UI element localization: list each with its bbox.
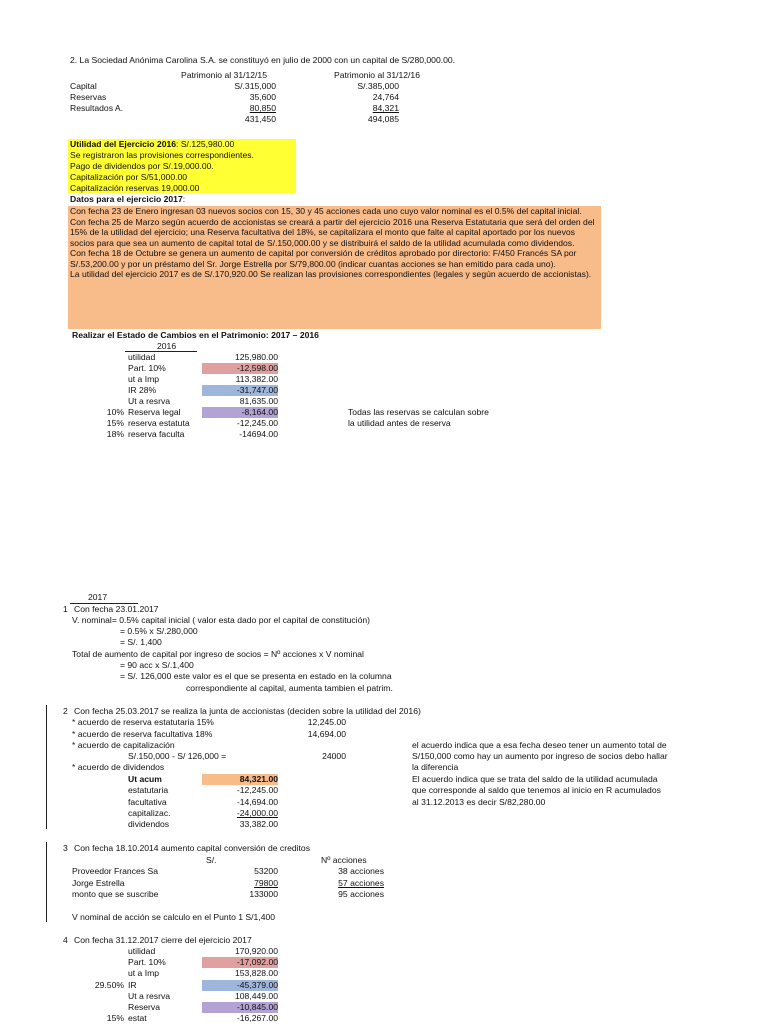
- column-header: Nº acciones: [321, 855, 367, 865]
- calc-line: = 0.5% x S/.280,000: [120, 626, 198, 636]
- creditor-shares: 57 acciones: [338, 878, 384, 888]
- point-number: 2: [63, 706, 68, 716]
- capitalization-value: 24000: [322, 751, 346, 761]
- row-value: 24,764: [372, 92, 399, 102]
- datos-p4: La utilidad del ejercicio 2017 es de S/.170,920.00 Se realizan las provisiones correspondientes (legales y según acuerdo de accionistas).: [70, 269, 592, 279]
- yellow-line: Capitalización reservas 19,000.00: [70, 183, 200, 193]
- creditor-value: 53200: [254, 866, 278, 876]
- creditor-value: 133000: [249, 889, 278, 899]
- dividend-label: facultativa: [128, 797, 167, 807]
- agreement-item: * acuerdo de capitalización: [72, 740, 175, 750]
- year-2017: 2017: [88, 592, 108, 602]
- point-title: Con fecha 18.10.2014 aumento capital conversión de creditos: [74, 843, 311, 853]
- agreement-note: la diferencia: [412, 762, 459, 772]
- row-label: Capital: [70, 81, 97, 91]
- calc-value: -17,092.00: [202, 957, 278, 968]
- calc-value: 153,828.00: [234, 968, 278, 978]
- agreement-item: * acuerdo de dividendos: [72, 762, 165, 772]
- calc-value: -45,379.00: [202, 980, 278, 991]
- calc-pct: 18%: [106, 429, 124, 439]
- calc-label: ut a Imp: [128, 374, 160, 384]
- yellow-line: Capitalización por S/51,000.00: [70, 172, 188, 182]
- row-value: 35,600: [249, 92, 276, 102]
- calc-label: ut a Imp: [128, 968, 160, 978]
- dividend-value: -24,000.00: [236, 808, 278, 818]
- calc-value: -10,845.00: [202, 1002, 278, 1013]
- row-label: Reservas: [70, 92, 107, 102]
- calc-label: utilidad: [128, 946, 156, 956]
- calc-line: = S/. 1,400: [120, 637, 162, 647]
- agreement-item: * acuerdo de reserva estatutaria 15%: [72, 717, 214, 727]
- datos-heading: [70, 194, 185, 205]
- calc-value: -12,245.00: [236, 418, 278, 428]
- calc-pct: 10%: [106, 407, 124, 417]
- column-header: S/.: [206, 855, 217, 865]
- datos-p3: Con fecha 18 de Octubre se genera un aumento de capital por conversión de créditos aprobado por directorio: F/450 Francés SA por S/.53,200.00 y por un préstamo del Sr. Jorge Estrella por S/79,800.00 (indicar cuantas acciones se han emitido para cada uno).: [70, 248, 577, 269]
- reserve-note: la utilidad antes de reserva: [348, 418, 451, 428]
- creditor-shares: 38 acciones: [338, 866, 384, 876]
- calc-value: 113,382.00: [235, 374, 278, 384]
- dividend-label: Ut acum: [128, 774, 162, 784]
- row-value: S/.385,000: [357, 81, 399, 91]
- dividend-label: capitalizac.: [128, 808, 171, 818]
- utilidad-label: Utilidad del Ejercicio 2016: [70, 139, 177, 149]
- agreement-value: 12,245.00: [307, 717, 346, 727]
- row-value: 84,321: [372, 103, 399, 113]
- datos-heading-text: Datos para el ejercicio 2017: [70, 194, 183, 204]
- point-number: 1: [63, 604, 68, 614]
- calc-label: reserva estatuta: [128, 418, 190, 428]
- creditor-shares: 95 acciones: [338, 889, 384, 899]
- capitalization-calc: S/.150,000 - S/ 126,000 =: [128, 751, 227, 761]
- calc-value: -8,164.00: [202, 407, 278, 418]
- calc-value: -16,267.00: [236, 1013, 278, 1023]
- calc-pct: 15%: [106, 1013, 124, 1023]
- calc-line: correspondiente al capital, aumenta tambien el patrim.: [186, 683, 393, 693]
- calc-label: Part. 10%: [128, 363, 166, 373]
- dividend-value: 84,321.00: [202, 774, 278, 785]
- calc-line: V. nominal= 0.5% capital inicial ( valor esta dado por el capital de constitución): [72, 615, 371, 625]
- header-2015: Patrimonio al 31/12/15: [181, 70, 267, 80]
- agreement-note: El acuerdo indica que se trata del saldo de la utilidad acumulada: [412, 774, 658, 784]
- calc-value: 170,920.00: [234, 946, 278, 956]
- datos-p1: Con fecha 23 de Enero ingresan 03 nuevos socios con 15, 30 y 45 acciones cada uno cuyo valor nominal es el 0.5% del capital inicial.: [70, 206, 582, 216]
- reserve-note: Todas las reservas se calculan sobre: [348, 407, 489, 417]
- calc-line: = 90 acc x S/.1,400: [120, 660, 194, 670]
- calc-label: Reserva: [128, 1002, 160, 1012]
- datos-heading-colon: :: [182, 194, 186, 204]
- problem-title: 2. La Sociedad Anónima Carolina S.A. se constituyó en julio de 2000 con un capital de S/280,000.00.: [70, 55, 456, 65]
- calc-label: Part. 10%: [128, 957, 166, 967]
- calc-label: estat: [128, 1013, 147, 1023]
- point-number: 4: [63, 935, 68, 945]
- margin-bar: [46, 842, 47, 922]
- agreement-note: al 31.12.2013 es decir S/82,280.00: [412, 797, 546, 807]
- calc-label: Reserva legal: [128, 407, 181, 417]
- calc-value: -31,747.00: [202, 385, 278, 396]
- point-title: Con fecha 25.03.2017 se realiza la junta de accionistas (deciden sobre la utilidad del 2016): [74, 706, 421, 716]
- calc-label: IR 28%: [128, 385, 157, 395]
- calc-label: IR: [128, 980, 137, 990]
- total-2016: 494,085: [367, 114, 399, 124]
- creditor-label: monto que se suscribe: [72, 889, 159, 899]
- utilidad-2016: [70, 139, 234, 150]
- row-value: S/.315,000: [234, 81, 276, 91]
- calc-pct: 29.50%: [94, 980, 124, 990]
- yellow-line: Se registraron las provisiones correspondientes.: [70, 150, 254, 160]
- dividend-label: dividendos: [128, 819, 170, 829]
- margin-bar: [46, 705, 47, 829]
- yellow-line: Pago de dividendos por S/.19,000.00.: [70, 161, 214, 171]
- dividend-value: -14,694.00: [236, 797, 278, 807]
- point-title: Con fecha 31.12.2017 cierre del ejercicio 2017: [74, 935, 252, 945]
- calc-pct: 15%: [106, 418, 124, 428]
- calc-value: 125,980.00: [234, 352, 278, 362]
- dividend-value: -12,245.00: [236, 785, 278, 795]
- calc-value: -14694.00: [239, 429, 278, 439]
- agreement-value: 14,694.00: [307, 729, 346, 739]
- row-value: 80,850: [249, 103, 276, 113]
- task-title: Realizar el Estado de Cambios en el Patrimonio: 2017 – 2016: [72, 330, 319, 340]
- agreement-note: el acuerdo indica que a esa fecha deseo tener un aumento total de: [412, 740, 667, 750]
- calc-label: reserva faculta: [128, 429, 185, 439]
- year-2016: 2016: [157, 341, 177, 351]
- creditor-value: 79800: [254, 878, 278, 888]
- dividend-label: estatutaria: [128, 785, 169, 795]
- calc-value: 81,635.00: [239, 396, 278, 406]
- utilidad-value: : S/.125,980.00: [176, 139, 235, 149]
- agreement-item: * acuerdo de reserva facultativa 18%: [72, 729, 213, 739]
- calc-line: Total de aumento de capital por ingreso de socios = Nº acciones x V nominal: [72, 649, 364, 659]
- nominal-note: V nominal de acción se calculo en el Punto 1 S/1,400: [72, 912, 276, 922]
- datos-block: [68, 206, 601, 329]
- agreement-note: S/150,000 como hay un aumento por ingreso de socios debo hallar: [412, 751, 668, 761]
- agreement-note: que corresponde al saldo que tenemos al inicio en R acumulados: [412, 785, 661, 795]
- calc-value: -12,598.00: [202, 363, 278, 374]
- datos-p2: Con fecha 25 de Marzo según acuerdo de accionistas se creará a partir del ejercicio 2016 una Reserva Estatutaria que será del orden del 15% de la utilidad del ejercicio; una Reserva facultativa del 18%, se capitalizara el monto que falte al capital aportado por los nuevos socios para que sea un aumento de capital total de S/.150,000.00 y se distribuirá el saldo de la utilidad acumulada como dividendos.: [70, 216, 595, 248]
- calc-label: Ut a resrva: [128, 396, 171, 406]
- point-number: 3: [63, 843, 68, 853]
- total-2015: 431,450: [244, 114, 276, 124]
- point-title: Con fecha 23.01.2017: [74, 604, 159, 614]
- calc-line: = S/. 126,000 este valor es el que se presenta en estado en la columna: [120, 671, 392, 681]
- calc-label: Ut a resrva: [128, 991, 171, 1001]
- creditor-label: Jorge Estrella: [72, 878, 125, 888]
- dividend-value: 33,382.00: [239, 819, 278, 829]
- creditor-label: Proveedor Frances Sa: [72, 866, 158, 876]
- row-label: Resultados A.: [70, 103, 124, 113]
- header-2016: Patrimonio al 31/12/16: [334, 70, 420, 80]
- calc-label: utilidad: [128, 352, 156, 362]
- calc-value: 108,449.00: [234, 991, 278, 1001]
